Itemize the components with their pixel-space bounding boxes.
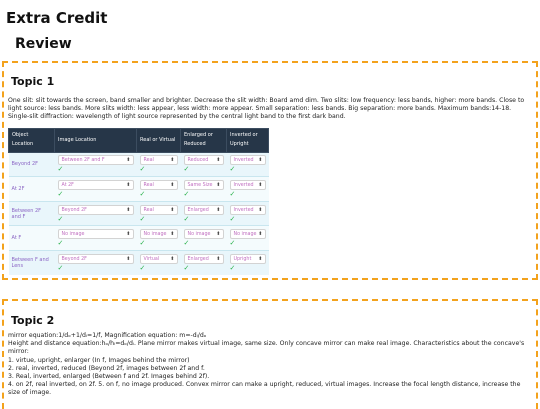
check-icon: ✓ bbox=[183, 165, 190, 174]
table-header-row bbox=[9, 128, 269, 152]
check-icon: ✓ bbox=[57, 190, 64, 198]
check-icon: ✓ bbox=[229, 239, 236, 248]
header-image-location: Image Location bbox=[55, 128, 137, 152]
topic-2-line: 2. real, inverted, reduced (Beyond 2f, images between 2f and f. bbox=[8, 364, 205, 372]
real-virtual-select[interactable] bbox=[140, 180, 178, 190]
table-row bbox=[9, 250, 269, 275]
select-value: Inverted bbox=[233, 158, 254, 164]
answer-cell bbox=[181, 201, 227, 226]
answer-cell bbox=[227, 250, 269, 275]
select-value: Same Size bbox=[187, 183, 213, 188]
image-location-select[interactable] bbox=[58, 254, 134, 264]
check-icon: ✓ bbox=[183, 214, 190, 223]
table-body bbox=[9, 152, 269, 275]
table-row bbox=[9, 152, 269, 177]
answer-cell bbox=[137, 201, 181, 226]
size-select[interactable] bbox=[184, 205, 224, 215]
answer-cell bbox=[181, 250, 227, 275]
topic-1-body: One slit: slit towards the screen, band smaller and brighter. Decrease the slit width: Board amd dim. Two slits: low frequency: less bands, higher: more bands. Close to light source: less bands. More slits width: less appear, less width: more appear. Small separation: less bands. Big separation: more bands. Maximum bands:14-18. Single-slit diffraction: wavelength of light source represented by the central light band to the first dark band. bbox=[8, 97, 525, 121]
select-value: No image bbox=[187, 232, 211, 238]
table-row bbox=[9, 226, 269, 251]
dropdown-arrow-icon: ⬍ bbox=[170, 231, 175, 238]
orientation-select[interactable] bbox=[230, 254, 266, 264]
topic-2-section bbox=[2, 299, 538, 409]
real-virtual-select[interactable] bbox=[140, 229, 178, 239]
image-location-select[interactable] bbox=[58, 229, 134, 239]
header-inverted-or-upright: Inverted or Upright bbox=[227, 128, 269, 152]
select-value: At 2F bbox=[61, 183, 74, 188]
check-icon: ✓ bbox=[139, 190, 146, 198]
answer-cell bbox=[137, 250, 181, 275]
select-value: Enlarged bbox=[187, 207, 209, 213]
answer-cell bbox=[137, 177, 181, 202]
check-icon: ✓ bbox=[57, 165, 64, 174]
dropdown-arrow-icon: ⬍ bbox=[170, 182, 175, 188]
answer-cell bbox=[181, 177, 227, 202]
topic-1-section bbox=[2, 61, 538, 280]
size-select[interactable] bbox=[184, 254, 224, 264]
answer-cell bbox=[55, 250, 137, 275]
check-icon: ✓ bbox=[183, 239, 190, 248]
check-icon: ✓ bbox=[229, 190, 236, 198]
answer-cell bbox=[227, 226, 269, 251]
select-value: Reduced bbox=[187, 158, 209, 164]
select-value: Real bbox=[143, 207, 154, 213]
check-icon: ✓ bbox=[139, 264, 146, 273]
dropdown-arrow-icon: ⬍ bbox=[216, 256, 221, 263]
topic-2-line: mirror equation:1/dₒ+1/dᵢ=1/f, Magnification equation: m=-dᵢ/dₒ bbox=[8, 332, 207, 339]
topic-2-line: Height and distance equation:hₒ/hᵢ=dₒ/dᵢ. Plane mirror makes virtual image, same size. Only concave mirror can make real image. Characteristics about the concave's mirror: bbox=[8, 340, 525, 356]
dropdown-arrow-icon: ⬍ bbox=[258, 231, 263, 238]
size-select[interactable] bbox=[184, 155, 224, 165]
select-value: Real bbox=[143, 158, 154, 164]
select-value: Beyond 2F bbox=[61, 257, 87, 263]
dropdown-arrow-icon: ⬍ bbox=[258, 206, 263, 213]
select-value: Enlarged bbox=[187, 257, 209, 263]
answer-cell bbox=[137, 226, 181, 251]
size-select[interactable] bbox=[184, 180, 224, 190]
dropdown-arrow-icon: ⬍ bbox=[258, 182, 263, 188]
image-location-table bbox=[8, 128, 269, 275]
answer-cell bbox=[55, 177, 137, 202]
select-value: Between 2F and F bbox=[61, 158, 105, 164]
dropdown-arrow-icon: ⬍ bbox=[216, 206, 221, 213]
check-icon: ✓ bbox=[229, 165, 236, 174]
header-object-location: Object Location bbox=[9, 128, 55, 152]
topic-1-title: Topic 1 bbox=[11, 75, 55, 88]
table-row bbox=[9, 177, 269, 202]
check-icon: ✓ bbox=[57, 264, 64, 273]
dropdown-arrow-icon: ⬍ bbox=[258, 256, 263, 263]
check-icon: ✓ bbox=[229, 264, 236, 273]
orientation-select[interactable] bbox=[230, 229, 266, 239]
select-value: No image bbox=[143, 232, 167, 238]
orientation-select[interactable] bbox=[230, 155, 266, 165]
dropdown-arrow-icon: ⬍ bbox=[126, 256, 131, 263]
topic-2-line: 4. on 2f, real inverted, on 2f. 5. on f, no image produced. Convex mirror can make a upright, reduced, virtual images. Increase the focal length distance, increase the size of image. bbox=[8, 381, 521, 397]
dropdown-arrow-icon: ⬍ bbox=[216, 182, 221, 188]
real-virtual-select[interactable] bbox=[140, 155, 178, 165]
check-icon: ✓ bbox=[229, 214, 236, 223]
select-value: Beyond 2F bbox=[61, 207, 87, 213]
check-icon: ✓ bbox=[57, 214, 64, 223]
dropdown-arrow-icon: ⬍ bbox=[126, 157, 131, 164]
select-value: Upright bbox=[233, 257, 252, 263]
select-value: Inverted bbox=[233, 207, 254, 213]
object-location-cell: Between F and Lens bbox=[9, 250, 55, 275]
check-icon: ✓ bbox=[183, 190, 190, 198]
answer-cell bbox=[55, 201, 137, 226]
orientation-select[interactable] bbox=[230, 180, 266, 190]
answer-cell bbox=[181, 226, 227, 251]
dropdown-arrow-icon: ⬍ bbox=[216, 231, 221, 238]
answer-cell bbox=[55, 152, 137, 177]
check-icon: ✓ bbox=[139, 214, 146, 223]
dropdown-arrow-icon: ⬍ bbox=[170, 256, 175, 263]
select-value: Real bbox=[143, 183, 154, 188]
topic-2-title: Topic 2 bbox=[11, 314, 55, 327]
check-icon: ✓ bbox=[57, 239, 64, 248]
answer-cell bbox=[181, 152, 227, 177]
check-icon: ✓ bbox=[139, 165, 146, 174]
answer-cell bbox=[55, 226, 137, 251]
table-row bbox=[9, 201, 269, 226]
real-virtual-select[interactable] bbox=[140, 254, 178, 264]
object-location-cell: Beyond 2F bbox=[9, 152, 55, 177]
header-real-or-virtual: Real or Virtual bbox=[137, 128, 181, 152]
topic-2-line: 3. Real, inverted, enlarged (Between f and 2f. Images behind 2f). bbox=[8, 373, 210, 381]
select-value: Inverted bbox=[233, 183, 254, 188]
dropdown-arrow-icon: ⬍ bbox=[170, 206, 175, 213]
answer-cell bbox=[227, 152, 269, 177]
dropdown-arrow-icon: ⬍ bbox=[126, 206, 131, 213]
page-subtitle: Review bbox=[15, 36, 72, 52]
header-enlarged-or-reduced: Enlarged or Reduced bbox=[181, 128, 227, 152]
check-icon: ✓ bbox=[139, 239, 146, 248]
select-value: No image bbox=[233, 232, 257, 238]
check-icon: ✓ bbox=[183, 264, 190, 273]
answer-cell bbox=[227, 177, 269, 202]
object-location-cell: Between 2F and F bbox=[9, 201, 55, 226]
object-location-cell: At F bbox=[9, 226, 55, 251]
image-location-select[interactable] bbox=[58, 205, 134, 215]
topic-2-body bbox=[8, 332, 532, 398]
select-value: Virtual bbox=[143, 257, 160, 263]
image-location-select[interactable] bbox=[58, 180, 134, 190]
dropdown-arrow-icon: ⬍ bbox=[170, 157, 175, 164]
dropdown-arrow-icon: ⬍ bbox=[126, 231, 131, 238]
image-location-select[interactable] bbox=[58, 155, 134, 165]
orientation-select[interactable] bbox=[230, 205, 266, 215]
real-virtual-select[interactable] bbox=[140, 205, 178, 215]
page-title: Extra Credit bbox=[6, 9, 108, 27]
size-select[interactable] bbox=[184, 229, 224, 239]
select-value: No image bbox=[61, 232, 85, 238]
object-location-cell: At 2F bbox=[9, 177, 55, 202]
dropdown-arrow-icon: ⬍ bbox=[258, 157, 263, 164]
answer-cell bbox=[137, 152, 181, 177]
dropdown-arrow-icon: ⬍ bbox=[126, 182, 131, 188]
answer-cell bbox=[227, 201, 269, 226]
topic-2-line: 1. virtue, upright, enlarger (In f, Images behind the mirror) bbox=[8, 356, 190, 364]
dropdown-arrow-icon: ⬍ bbox=[216, 157, 221, 164]
